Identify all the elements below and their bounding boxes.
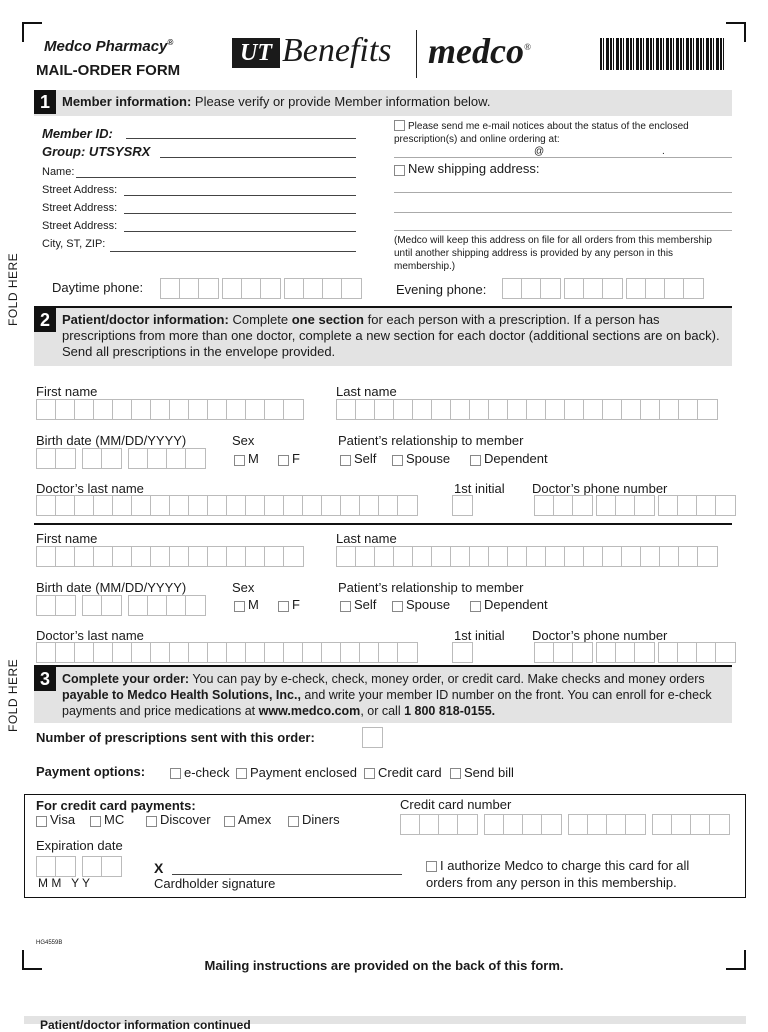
birth-month[interactable]	[36, 595, 76, 616]
medco-phone: 1 800 818-0155.	[404, 704, 496, 718]
payment-label: Payment options:	[36, 764, 146, 779]
cc-discover-checkbox[interactable]	[146, 816, 157, 827]
first-initial-box[interactable]	[452, 495, 473, 516]
relationship-label: Patient’s relationship to member	[338, 433, 524, 448]
pay-echeck-label: e-check	[184, 765, 230, 780]
street-field-1[interactable]	[124, 195, 356, 196]
section-number: 3	[34, 667, 56, 691]
medco-url[interactable]: www.medco.com	[258, 704, 361, 718]
pay-echeck-checkbox[interactable]	[170, 768, 181, 779]
section-subtitle: Please verify or provide Member information below.	[194, 94, 491, 109]
street-field-2[interactable]	[124, 213, 356, 214]
last-name-boxes[interactable]	[336, 399, 718, 420]
doctor-last-boxes[interactable]	[36, 495, 418, 516]
pay-credit-checkbox[interactable]	[364, 768, 375, 779]
patient-divider	[34, 523, 732, 525]
sex-label: Sex	[232, 580, 255, 595]
sex-f-label: F	[292, 451, 300, 466]
sex-f-checkbox[interactable]	[278, 455, 289, 466]
birth-year[interactable]	[128, 595, 206, 616]
rel-self-checkbox[interactable]	[340, 455, 351, 466]
fold-label-bottom: FOLD HERE	[6, 658, 20, 732]
pay-bill-checkbox[interactable]	[450, 768, 461, 779]
last-name-label: Last name	[336, 531, 397, 546]
last-name-label: Last name	[336, 384, 397, 399]
section2-header: 2 Patient/doctor information: Complete one section for each person with a prescription. If a person has prescriptions from more than one doctor, complete a new section for each doctor (additional sections are on back). Send all prescriptions in the envelope provided.	[34, 308, 732, 366]
exp-year[interactable]	[82, 856, 122, 877]
pay-enclosed-checkbox[interactable]	[236, 768, 247, 779]
new-address-label: New shipping address:	[408, 161, 540, 176]
cc-number-group-2[interactable]	[484, 814, 562, 835]
barcode	[600, 38, 724, 70]
new-address-line-3[interactable]	[394, 230, 732, 231]
new-address-checkbox[interactable]	[394, 165, 405, 176]
rel-dependent-label: Dependent	[484, 597, 548, 612]
mailing-instructions: Mailing instructions are provided on the back of this form.	[204, 958, 564, 973]
rel-self-label: Self	[354, 451, 377, 466]
street-label-1: Street Address:	[42, 184, 118, 196]
sex-m-label: M	[248, 451, 259, 466]
doctor-last-label: Doctor’s last name	[36, 481, 144, 496]
exp-month[interactable]	[36, 856, 76, 877]
doctor-phone-area[interactable]	[534, 495, 593, 516]
pay-credit-label: Credit card	[378, 765, 442, 780]
cc-amex-label: Amex	[238, 812, 272, 827]
form-code: HG4559B	[36, 940, 63, 946]
daytime-phone-label: Daytime phone:	[52, 280, 144, 295]
ut-logo: UT	[232, 38, 280, 68]
city-label: City, ST, ZIP:	[42, 238, 106, 250]
doctor-phone-line[interactable]	[658, 642, 736, 663]
rel-dependent-checkbox[interactable]	[470, 455, 481, 466]
birth-date-label: Birth date (MM/DD/YYYY)	[36, 433, 187, 448]
doctor-last-boxes[interactable]	[36, 642, 418, 663]
evening-phone-label: Evening phone:	[396, 282, 487, 297]
benefits-logo: Benefits	[282, 32, 392, 69]
cc-diners-label: Diners	[302, 812, 340, 827]
doctor-phone-prefix[interactable]	[596, 642, 655, 663]
city-field[interactable]	[110, 251, 356, 252]
first-initial-label: 1st initial	[454, 628, 505, 643]
birth-month[interactable]	[36, 448, 76, 469]
first-name-boxes[interactable]	[36, 399, 304, 420]
section-title: Patient/doctor information:	[62, 312, 229, 327]
cc-discover-label: Discover	[160, 812, 211, 827]
section-number: 2	[34, 308, 56, 332]
group-field	[160, 157, 356, 158]
sex-m-checkbox[interactable]	[234, 455, 245, 466]
rel-spouse-checkbox[interactable]	[392, 601, 403, 612]
birth-date-label: Birth date (MM/DD/YYYY)	[36, 580, 187, 595]
cc-visa-checkbox[interactable]	[36, 816, 47, 827]
rel-self-checkbox[interactable]	[340, 601, 351, 612]
sex-f-label: F	[292, 597, 300, 612]
next-section-title: Patient/doctor information continued	[40, 1018, 251, 1032]
sex-f-checkbox[interactable]	[278, 601, 289, 612]
pharmacy-name: Medco Pharmacy®	[44, 38, 174, 55]
rel-spouse-checkbox[interactable]	[392, 455, 403, 466]
doctor-phone-area[interactable]	[534, 642, 593, 663]
rel-dependent-checkbox[interactable]	[470, 601, 481, 612]
rel-self-label: Self	[354, 597, 377, 612]
daytime-phone-line[interactable]	[284, 278, 362, 299]
doctor-phone-prefix[interactable]	[596, 495, 655, 516]
section3-header: 3 Complete your order: You can pay by e-check, check, money order, or credit card. Make checks and money orders payable to Medco Health Solutions, Inc., and write your member ID number on the front. You can enroll for e-check payments and price medications at www.medco.com, or call 1 800 818-0155.	[34, 667, 732, 723]
street-label-3: Street Address:	[42, 220, 118, 232]
email-at: @	[534, 146, 545, 157]
doctor-phone-line[interactable]	[658, 495, 736, 516]
crop-mark-top-left	[22, 22, 42, 42]
sex-m-label: M	[248, 597, 259, 612]
section1-header	[34, 90, 732, 116]
rel-dependent-label: Dependent	[484, 451, 548, 466]
name-label: Name:	[42, 166, 75, 178]
section-title: Member information:	[62, 94, 192, 109]
rel-spouse-label: Spouse	[406, 597, 451, 612]
birth-year[interactable]	[128, 448, 206, 469]
birth-day[interactable]	[82, 595, 122, 616]
logo-divider	[416, 30, 417, 78]
cc-visa-label: Visa	[50, 812, 76, 827]
expiration-label: Expiration date	[36, 838, 123, 853]
birth-day[interactable]	[82, 448, 122, 469]
num-rx-box[interactable]	[362, 727, 383, 748]
new-address-line-2[interactable]	[394, 212, 732, 213]
cc-amex-checkbox[interactable]	[224, 816, 235, 827]
evening-phone-prefix[interactable]	[564, 278, 623, 299]
fold-label-top: FOLD HERE	[6, 252, 20, 326]
signature-field[interactable]	[172, 874, 402, 875]
cc-mc-label: MC	[104, 812, 125, 827]
next-section-header	[24, 1016, 746, 1032]
street-field-3[interactable]	[124, 231, 356, 232]
pay-bill-label: Send bill	[464, 765, 514, 780]
first-name-label: First name	[36, 384, 98, 399]
cc-number-group-1[interactable]	[400, 814, 478, 835]
group-label: Group: UTSYSRX	[42, 144, 151, 159]
first-name-label: First name	[36, 531, 98, 546]
last-name-boxes[interactable]	[336, 546, 718, 567]
pay-enclosed-label: Payment enclosed	[250, 765, 357, 780]
address-note: (Medco will keep this address on file for all orders from this membership until another shipping address is provided by any person in this membership.)	[394, 235, 712, 272]
daytime-phone-prefix[interactable]	[222, 278, 281, 299]
first-initial-label: 1st initial	[454, 481, 505, 496]
first-initial-box[interactable]	[452, 642, 473, 663]
sex-m-checkbox[interactable]	[234, 601, 245, 612]
name-field[interactable]	[76, 177, 356, 178]
first-name-boxes[interactable]	[36, 546, 304, 567]
doctor-phone-label: Doctor’s phone number	[532, 628, 668, 643]
num-rx-label: Number of prescriptions sent with this order:	[36, 730, 315, 745]
member-id-field[interactable]	[126, 138, 356, 139]
cc-number-group-4[interactable]	[652, 814, 730, 835]
cc-diners-checkbox[interactable]	[288, 816, 299, 827]
daytime-phone-area[interactable]	[160, 278, 219, 299]
rel-spouse-label: Spouse	[406, 451, 451, 466]
cc-number-label: Credit card number	[400, 797, 512, 812]
exp-format: M M Y Y	[38, 876, 91, 890]
relationship-label: Patient’s relationship to member	[338, 580, 524, 595]
cc-title: For credit card payments:	[36, 798, 196, 813]
sex-label: Sex	[232, 433, 255, 448]
email-notice-text: Please send me e-mail notices about the status of the enclosed prescription(s) and online ordering at:	[394, 121, 689, 145]
authorize-text: I authorize Medco to charge this card for all orders from any person in this membership.	[426, 858, 690, 890]
evening-phone-line[interactable]	[626, 278, 704, 299]
section-number: 1	[34, 90, 56, 114]
cc-number-group-3[interactable]	[568, 814, 646, 835]
medco-logo: medco®	[428, 31, 531, 71]
signature-x: X	[154, 860, 164, 876]
doctor-last-label: Doctor’s last name	[36, 628, 144, 643]
street-label-2: Street Address:	[42, 202, 118, 214]
new-address-line-1[interactable]	[394, 192, 732, 193]
crop-mark-top-right	[726, 22, 746, 42]
cc-mc-checkbox[interactable]	[90, 816, 101, 827]
email-field[interactable]	[394, 157, 732, 158]
doctor-phone-label: Doctor’s phone number	[532, 481, 668, 496]
form-title: MAIL-ORDER FORM	[36, 62, 181, 79]
member-id-label: Member ID:	[42, 126, 113, 141]
signature-label: Cardholder signature	[154, 876, 276, 891]
evening-phone-area[interactable]	[502, 278, 561, 299]
section-title: Complete your order:	[62, 672, 190, 686]
email-dot: .	[662, 146, 665, 157]
